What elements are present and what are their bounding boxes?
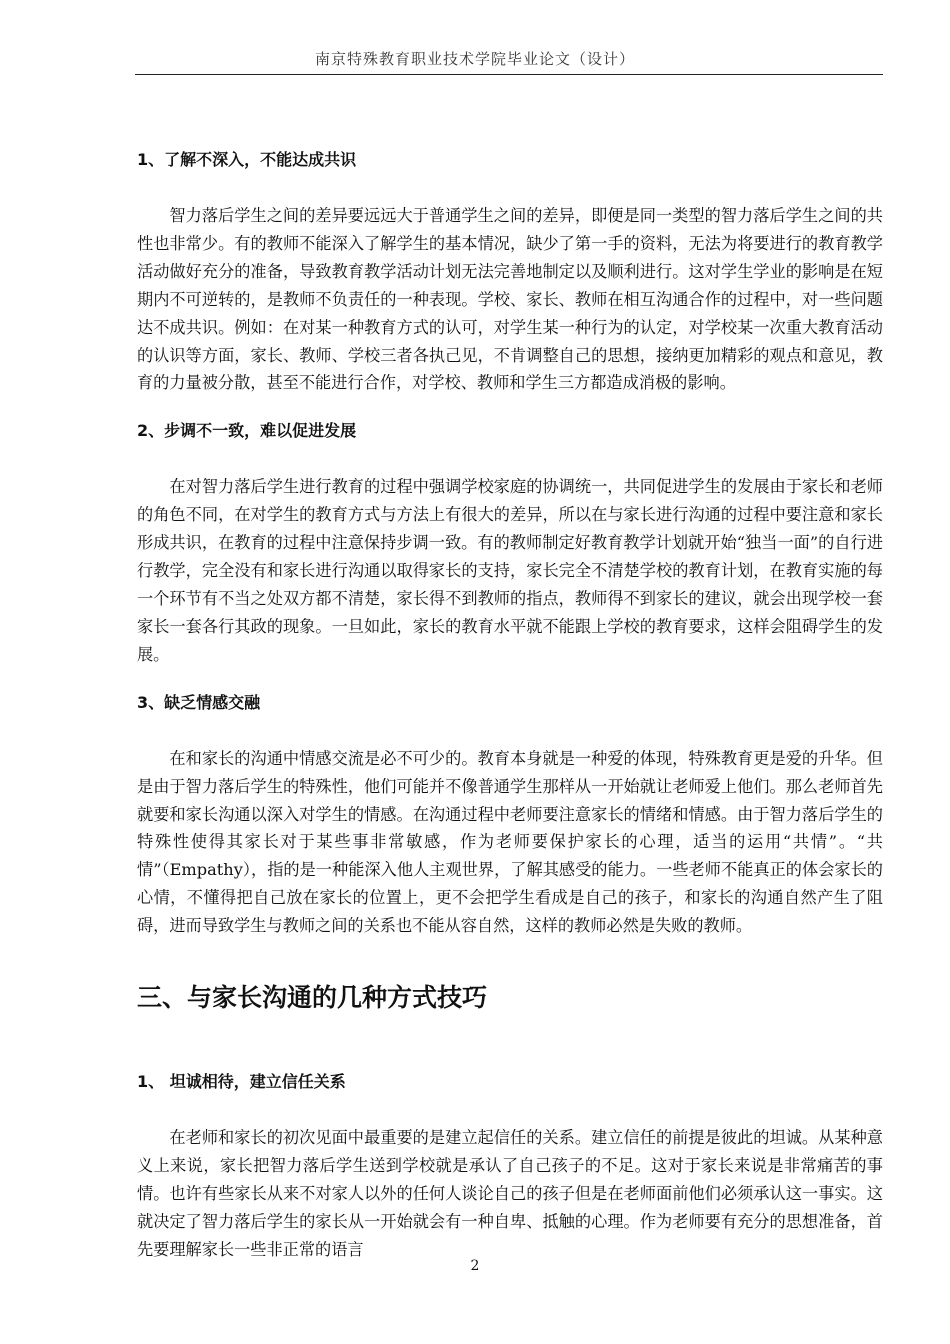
subheading-1: 1、了解不深入，不能达成共识 (137, 150, 357, 169)
page-number: 2 (470, 1258, 480, 1274)
paragraph-3: 在和家长的沟通中情感交流是必不可少的。教育本身就是一种爱的体现，特殊教育更是爱的升华。但是由于智力落后学生的特殊性，他们可能并不像普通学生那样从一开始就让老师爱上他们。那么老师首先就要和家长沟通以深入对学生的情感。在沟通过程中老师要注意家长的情绪和情感。由于智力落后学生的特殊性使得其家长对于某些事非常敏感，作为老师要保护家长的心理，适当的运用“共情”。“共情”（Empathy），指的是一种能深入他人主观世界，了解其感受的能力。一些老师不能真正的体会家长的心情，不懂得把自己放在家长的位置上，更不会把学生看成是自己的孩子，和家长的沟通自然产生了阻碍，进而导致学生与教师之间的关系也不能从容自然，这样的教师必然是失败的教师。 (137, 748, 883, 936)
header-divider (135, 74, 883, 75)
body-content (137, 148, 883, 1264)
subheading-4: 1、 坦诚相待，建立信任关系 (137, 1072, 346, 1092)
subheading-2: 2、步调不一致，难以促进发展 (137, 421, 357, 441)
running-header: 南京特殊教育职业技术学院毕业论文（设计） (314, 50, 635, 68)
subheading-3: 3、缺乏情感交融 (137, 692, 261, 712)
paragraph-2: 在对智力落后学生进行教育的过程中强调学校家庭的协调统一，共同促进学生的发展由于家长和老师的角色不同，在对学生的教育方式与方法上有很大的差异，所以在与家长进行沟通的过程中要注意和家长形成共识，在教育的过程中注意保持步调一致。有的教师制定好教育教学计划就开始“独当一面”的自行进行教学，完全没有和家长进行沟通以取得家长的支持，家长完全不清楚学校的教育计划，在教育实施的每一个环节有不当之处双方都不清楚，家长得不到教师的指点，教师得不到家长的建议，就会出现学校一套家长一套各行其政的现象。一旦如此，家长的教育水平就不能跟上学校的教育要求，这样会阻碍学生的发展。 (137, 477, 883, 664)
paragraph-4: 在老师和家长的初次见面中最重要的是建立起信任的关系。建立信任的前提是彼此的坦诚。从某种意义上来说，家长把智力落后学生送到学校就是承认了自己孩子的不足。这对于家长来说是非常痛苦的事情。也许有些家长从来不对家人以外的任何人谈论自己的孩子但是在老师面前他们必须承认这一事实。这就决定了智力落后学生的家长从一开始就会有一种自卑、抵触的心理。作为老师要有充分的思想准备，首先要理解家长一些非正常的语言 (137, 1128, 883, 1259)
paragraph-1: 智力落后学生之间的差异要远远大于普通学生之间的差异，即便是同一类型的智力落后学生之间的共性也非常少。有的教师不能深入了解学生的基本情况，缺少了第一手的资料，无法为将要进行的教育教学活动做好充分的准备，导致教育教学活动计划无法完善地制定以及顺利进行。这对学生学业的影响是在短期内不可逆转的，是教师不负责任的一种表现。学校、家长、教师在相互沟通合作的过程中，对一些问题达不成共识。例如：在对某一种教育方式的认可，对学生某一种行为的认定，对学校某一次重大教育活动的认识等方面，家长、教师、学校三者各执己见，不肯调整自己的思想，接纳更加精彩的观点和意见，教育的力量被分散，甚至不能进行合作，对学校、教师和学生三方都造成消极的影响。 (137, 206, 883, 393)
section-heading: 三、与家长沟通的几种方式技巧 (137, 983, 488, 1013)
